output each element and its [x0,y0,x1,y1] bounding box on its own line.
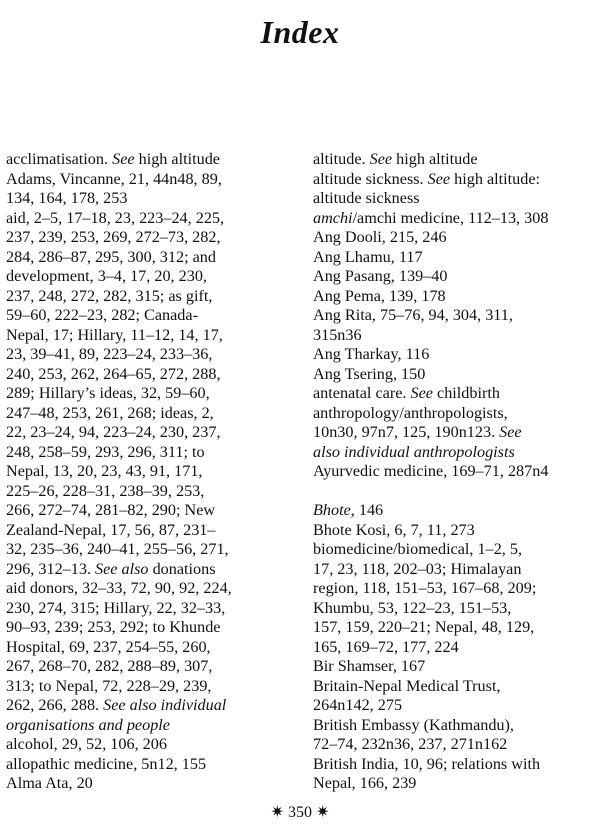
index-entry-line: Ang Pema, 139, 178 [313,286,446,305]
index-entry-line: 262, 266, 288. See also individual [6,696,227,714]
index-entry-line: Ang Rita, 75–76, 94, 304, 311, [313,306,513,324]
index-entry [6,579,296,735]
index-entry [6,150,296,170]
index-entry-line: also individual anthropologists [313,442,515,461]
index-entry-line: 315n36 [313,325,362,344]
index-entry [313,501,600,521]
index-entry [6,170,296,209]
index-entry-line: aid, 2–5, 17–18, 23, 223–24, 225, [6,208,225,227]
index-entry-line: 240, 253, 262, 264–65, 272, 288, [6,364,221,383]
index-entry-line: 22, 23–24, 94, 223–24, 230, 237, [6,423,221,441]
index-entry-line: region, 118, 151–53, 167–68, 209; [313,579,537,597]
index-entry-line: Nepal, 13, 20, 23, 43, 91, 171, [6,462,203,480]
index-entry-line: anthropology/anthropologists, [313,403,508,422]
index-entry-line: 264n142, 275 [313,696,403,714]
index-entry-line: altitude. See high altitude [313,150,478,168]
index-entry [313,209,600,229]
index-entry [313,540,600,657]
index-entry-line: Adams, Vincanne, 21, 44n48, 89, [6,169,222,188]
index-entry-line: development, 3–4, 17, 20, 230, [6,267,207,285]
index-entry-line: 266, 272–74, 281–82, 290; New [6,501,216,519]
index-entry-line: 17, 23, 118, 202–03; Himalayan [313,559,522,578]
index-entry-line: Ayurvedic medicine, 169–71, 287n4 [313,462,549,480]
index-entry [313,462,600,482]
index-entry [6,735,296,755]
index-entry [313,384,600,404]
index-entry-line: 225–26, 228–31, 238–39, 253, [6,481,205,500]
index-entry-line: Ang Tharkay, 116 [313,345,430,363]
index-entry-line: Ang Pasang, 139–40 [313,267,448,285]
index-entry-line: Bir Shamser, 167 [313,657,426,675]
index-entry-line: Khumbu, 53, 122–23, 151–53, [313,598,512,617]
index-entry-line: altitude sickness [313,189,420,207]
index-entry [313,267,600,287]
index-entry-line: amchi/amchi medicine, 112–13, 308 [313,208,549,227]
index-column-right [313,150,600,794]
index-entry [6,209,296,580]
index-entry-line: 10n30, 97n7, 125, 190n123. See [313,423,522,441]
index-entry-line: 237, 248, 272, 282, 315; as gift, [6,286,213,305]
index-entry-line: 165, 169–72, 177, 224 [313,637,459,656]
index-entry [313,365,600,385]
index-entry-line: Ang Tsering, 150 [313,364,426,383]
index-entry-line: British Embassy (Kathmandu), [313,715,514,734]
index-entry [6,774,296,794]
index-entry-line: acclimatisation. See high altitude [6,150,220,168]
index-entry-line: 289; Hillary’s ideas, 32, 59–60, [6,384,210,402]
index-entry-line: Nepal, 17; Hillary, 11–12, 14, 17, [6,325,223,344]
index-entry [313,716,600,755]
index-letter-gap [313,482,600,502]
index-entry-line: antenatal care. See childbirth [313,384,500,402]
page-title: Index [260,14,340,50]
index-entry-line: 157, 159, 220–21; Nepal, 48, 129, [313,618,535,636]
index-entry [313,345,600,365]
index-entry-line: 247–48, 253, 261, 268; ideas, 2, [6,403,214,422]
index-entry-line: altitude sickness. See high altitude: [313,169,541,188]
index-entry-line: 248, 258–59, 293, 296, 311; to [6,442,205,461]
index-entry-line: Bhote Kosi, 6, 7, 11, 273 [313,520,475,539]
index-entry [313,755,600,794]
index-entry [313,404,600,463]
index-entry-line: 23, 39–41, 89, 223–24, 233–36, [6,345,213,363]
index-entry [313,228,600,248]
index-entry [313,306,600,345]
index-entry-line: 32, 235–36, 240–41, 255–56, 271, [6,540,229,558]
index-entry-line: Bhote, 146 [313,501,384,519]
index-entry-line: 134, 164, 178, 253 [6,189,128,207]
index-column-left [6,150,296,794]
index-entry [313,150,600,170]
index-entry-line: 237, 239, 253, 269, 272–73, 282, [6,228,221,246]
index-entry-line: 284, 286–87, 295, 300, 312; and [6,247,216,266]
index-entry-line: 267, 268–70, 282, 288–89, 307, [6,657,213,675]
index-entry-line: 59–60, 222–23, 282; Canada- [6,306,198,324]
index-entry-line: aid donors, 32–33, 72, 90, 92, 224, [6,579,232,597]
index-entry-line: organisations and people [6,715,170,734]
index-entry-line: Britain-Nepal Medical Trust, [313,676,501,695]
index-entry [313,287,600,307]
index-entry-line: Alma Ata, 20 [6,774,93,792]
index-entry-line: Ang Dooli, 215, 246 [313,228,447,246]
index-entry-line: Hospital, 69, 237, 254–55, 260, [6,637,211,656]
page-number: ✷ 350 ✷ [270,804,330,821]
index-entry-line: Ang Lhamu, 117 [313,247,423,266]
index-entry-line: 72–74, 232n36, 237, 271n162 [313,735,508,753]
index-entry [6,755,296,775]
index-entry-line: British India, 10, 96; relations with [313,754,541,773]
index-entry-line: allopathic medicine, 5n12, 155 [6,754,207,773]
index-entry-line: biomedicine/biomedical, 1–2, 5, [313,540,523,558]
index-entry-line: alcohol, 29, 52, 106, 206 [6,735,167,753]
index-entry-line: Zealand-Nepal, 17, 56, 87, 231– [6,520,216,539]
index-entry [313,521,600,541]
index-entry [313,657,600,677]
index-entry-line: 90–93, 239; 253, 292; to Khunde [6,618,221,636]
index-entry [313,677,600,716]
index-entry-line: 230, 274, 315; Hillary, 22, 32–33, [6,598,226,617]
index-entry-line: 313; to Nepal, 72, 228–29, 239, [6,676,212,695]
index-entry [313,170,600,209]
index-entry-line: 296, 312–13. See also donations [6,559,216,578]
index-entry [313,248,600,268]
index-entry-line: Nepal, 166, 239 [313,774,417,792]
